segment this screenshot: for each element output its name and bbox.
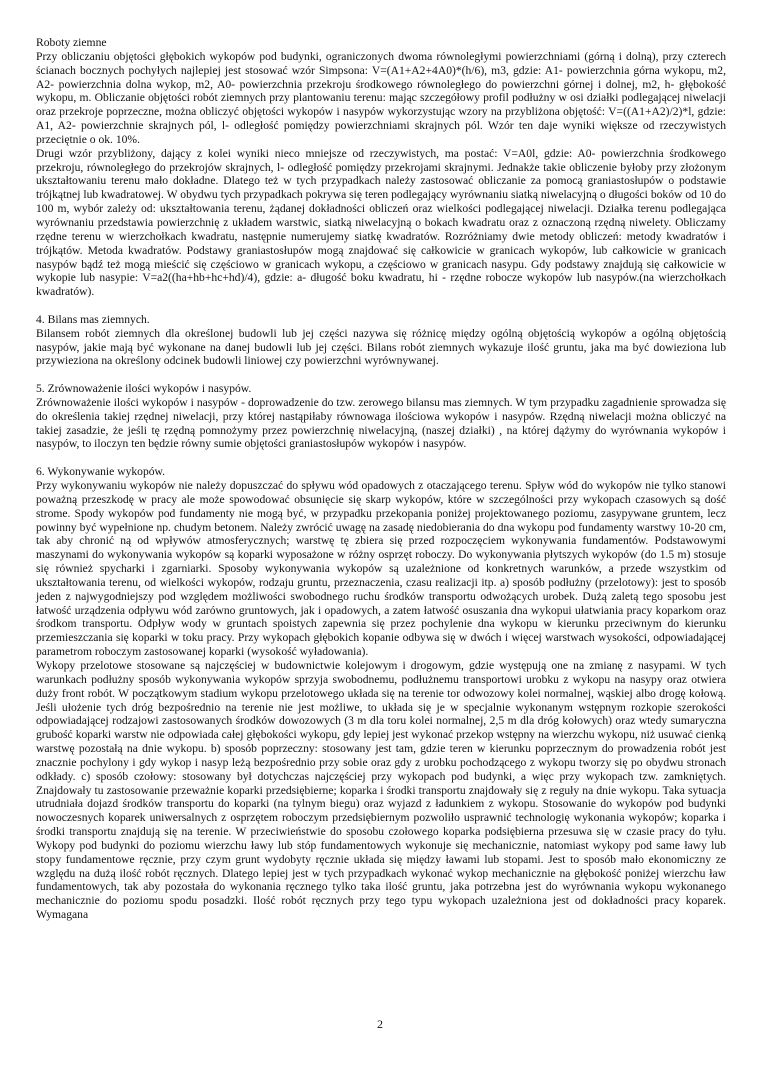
paragraph-roboty-2: Drugi wzór przybliżony, dający z kolei wyniki nieco mniejsze od rzeczywistych, ma postać: V=A0l, gdzie: A0- powierzchnia środkowego przekroju, równoległego do przekrojów skrajnych, l- odległość pomiędzy przekrojami skrajnymi. Jednakże takie obliczenie byłoby przy złożonym ukształtowaniu terenu mało dokładne. Dlatego też w tych przypadkach należy zastosować obliczanie za pomocą graniastosłupów o podstawie trójkątnej lub kwadratowej. W obydwu tych przypadkach pokrywa się teren podlegający wyrównaniu siatką niwelacyjną o długości boków od 10 do 100 m, wybór zależy od: ukształtowania terenu, żądanej dokładności obliczeń oraz wielkości podlegającej niwelacji. Działka terenu podlegająca wyrównaniu przedstawia powierzchnię z układem warstwic, siatką niwelacyjną o bokach kwadratu oraz z oznaczoną rzędną niwelety. Obliczamy rzędne terenu w wierzchołkach kwadratu, następnie numerujemy siatkę kwadratów. Rozróżniamy dwie metody obliczeń: metody kwadratów i trójkątów. Metoda kwadratów. Podstawy graniastosłupów mogą znajdować się całkowicie w granicach wykopów, lub całkowicie w granicach nasypów bądź też mogą mieścić się częściowo w granicach wykopu, a częściowo w granicach nasypu. Gdy podstawy znajdują się całkowicie w wykopie lub nasypie: V=a2((ha+hb+hc+hd)/4), gdzie: a- długość boku kwadratu, hi - rzędne robocze wykopów lub nasypów.(na wierzchołkach kwadratów). [36,146,726,299]
page-number: 2 [377,1017,383,1031]
paragraph-gap [36,368,726,382]
section-title-zrownowazenie: 5. Zrównoważenie ilości wykopów i nasypów. [36,382,252,396]
section-title-wykonywanie: 6. Wykonywanie wykopów. [36,465,166,479]
document-page [36,36,726,922]
section-title-roboty: Roboty ziemne [36,36,107,49]
paragraph-roboty-1: Przy obliczaniu objętości głębokich wykopów pod budynki, ograniczonych dwoma równoległymi powierzchniami (górną i dolną), przy czterech ścianach bocznych pochyłych najlepiej jest stosować wzór Simpsona: V=(A1+A2+4A0)*(h/6), m3, gdzie: A1- powierzchnia górna wykopu, m2, A2- powierzchnia dolna wykop, m2, A0- powierzchnia przekroju środkowego równoległego do powierzchni górnej i dolnej, m2, h- głębokość wykopu, m. Obliczanie objętości robót ziemnych przy plantowaniu terenu: mając szczegółowy profil podłużny w osi działki podlegającej niwelacji oraz przekroje poprzeczne, można obliczyć objętości wykopów i nasypów wykorzystując wzory na przybliżona objętość: V=((A1+A2)/2)*l, gdzie: A1, A2- powierzchnie skrajnych pól, l- odległość pomiędzy powierzchniami skrajnych pól. Wzór ten daje wyniki większe od rzeczywistych przeciętnie o ok. 10%. [36,49,726,146]
paragraph-wykonywanie-2: Wykopy przelotowe stosowane są najczęściej w budownictwie kolejowym i drogowym, gdzie występują one na zmianę z nasypami. W tych warunkach podłużny sposób wykonywania wykopów sprzyja swobodnemu, podłużnemu transportowi urobku z wykopu na nasypy oraz otwiera duży front robót. W początkowym stadium wykopu przelotowego układa się na terenie tor odwozowy kolei normalnej, wąskiej albo drogę kołową. Jeśli ułożenie tych dróg bezpośrednio na terenie nie jest możliwe, to układa się je w specjalnie wykonanym wstępnym rozkopie szerokości odpowiadającej rodzajowi zastosowanych środków dowozowych (3 m dla toru kolei normalnej, 2,5 m dla dróg kołowych) oraz wtedy sumaryczna grubość koparki warstw nie odpowiada całej głębokości wykopu, gdy lepiej jest wykonać przekop wstępny na wierzchu wykopu, niż usuwać cienką warstwę pozostałą na dnie wykopu. b) sposób poprzeczny: stosowany jest tam, gdzie teren w kierunku poprzecznym do prowadzenia robót jest znacznie pochylony i gdy wykop i nasyp leżą bezpośrednio przy sobie oraz gdy z urobku pochodzącego z wykopu tworzy się po obydwu stronach odkłady. c) sposób czołowy: stosowany był dotychczas najczęściej przy wykopach pod budynki, a więc przy wykopach tzw. zamkniętych. Znajdowały tu zastosowanie przeważnie koparki przedsiębierne; koparka i środki transportu znajdowały się z reguły na dnie wykopu. Taka sytuacja utrudniała dojazd środków transportu do koparki (na tylnym biegu) oraz wyjazd z ładunkiem z wykopu. Stosowanie do wykopów pod budynki nowoczesnych koparek uniwersalnych z osprzętem roboczym przedsiębiernym pozwoliło usprawnić technologię wykonania wykopów; koparka i środki transportu znajdują się na terenie. W przeciwieństwie do sposobu czołowego koparka podsiębierna przesuwa się w czasie pracy do tyłu. Wykopy pod budynki do poziomu wierzchu ławy lub stóp fundamentowych wykonuje się mechanicznie, natomiast wykopy pod same ławy lub stopy fundamentowe ręcznie, przy czym grunt wydobyty ręcznie układa się między ławami lub stopami. Jest to sposób mało ekonomiczny ze względu na dużą ilość robót ręcznych. Dlatego lepiej jest w tych przypadkach wykonać wykop mechanicznie na głębokość poniżej wierzchu ław fundamentowych, tak aby pozostała do wykonania ręcznego tylko taka ilość gruntu, jaka potrzebna jest do wyrównania wykopu wykonanego mechanicznie do poziomu spodu posadzki. Ilość robót ręcznych przy tego typu wykopach uzależniona jest od dokładności pracy koparek. Wymagana [36,658,726,922]
paragraph-bilans-1: Bilansem robót ziemnych dla określonej budowli lub jej części nazywa się różnicę między ogólną objętością wykopów a ogólną objętością nasypów, jakie mają być wykonane na danej budowli lub jej części. Bilans robót ziemnych wykazuje ilość gruntu, jaka ma być dowieziona lub przywieziona na określony odcinek budowli liniowej czy powierzchni wyrównywanej. [36,326,726,368]
paragraph-gap [36,451,726,465]
paragraph-zrownowazenie-1: Zrównoważenie ilości wykopów i nasypów - doprowadzenie do tzw. zerowego bilansu mas ziemnych. W tym przypadku zagadnienie sprowadza się do określenia takiej rzędnej niwelacji, przy której nastąpiłaby równowaga ilościowa wykopów i nasypów. Rzędną niwelacji można obliczyć na takiej zasadzie, że jeśli tę rzędną pomnożymy przez powierzchnię niwelacyjną, (naszej działki) , na której dążymy do wyrównania wykopów i nasypów, to iloczyn ten będzie równy sumie objętości graniastosłupów wykopów i nasypów. [36,395,726,451]
paragraph-wykonywanie-1: Przy wykonywaniu wykopów nie należy dopuszczać do spływu wód opadowych z otaczającego terenu. Spływ wód do wykopów nie tylko stanowi poważną przeszkodę w pracy ale może spowodować obsunięcie się skarp wykopów, które w szczególności przy wykopach czasowych są dość strome. Spody wykopów pod fundamenty nie mogą być, w przypadku przekopania poniżej projektowanego poziomu, zasypywane gruntem, lecz powinny być wypełnione np. chudym betonem. Należy zwrócić uwagę na zasadę niedobierania do dna wykopu pod fundamenty warstwy 10-20 cm, tak aby chronić ną od wpływów atmosferycznych; warstwę tę zbiera się przed rozpoczęciem wykonywania fundamentów. Podstawowymi maszynami do wykonywania wykopów są koparki wyposażone w różny osprzęt roboczy. Do wykonywania płytszych wykopów (do 1.5 m) stosuje się również spycharki i zgarniarki. Sposoby wykonywania wykopów są uzależnione od konkretnych warunków, a przede wszystkim od ukształtowania terenu, od wielkości wykopów, rodzaju gruntu, przeznaczenia, czasu realizacji itp. a) sposób podłużny (przelotowy): jest to sposób jeden z najwygodniejszy pod względem możliwości swobodnego ruchu środków transportu odwożących urobek. Dużą zaletą tego sposobu jest łatwość urządzenia odpływu wód zarówno gruntowych, jak i opadowych, a zatem łatwość osuszania dna wykopui ułatwiania pracy koparkom oraz środkom transportu. Odpływ wody w gruntach spoistych zapewnia się przez pochylenie dna wykopu w kierunku przeciwnym do kierunku przemieszczania się koparki w toku pracy. Przy wykopach głębokich kopanie odbywa się w dwóch i więcej warstwach wysokości, odpowiadającej parametrom roboczym zastosowanej koparki (wysokość wyładowania). [36,479,726,659]
paragraph-gap [36,299,726,313]
section-title-bilans: 4. Bilans mas ziemnych. [36,312,150,326]
